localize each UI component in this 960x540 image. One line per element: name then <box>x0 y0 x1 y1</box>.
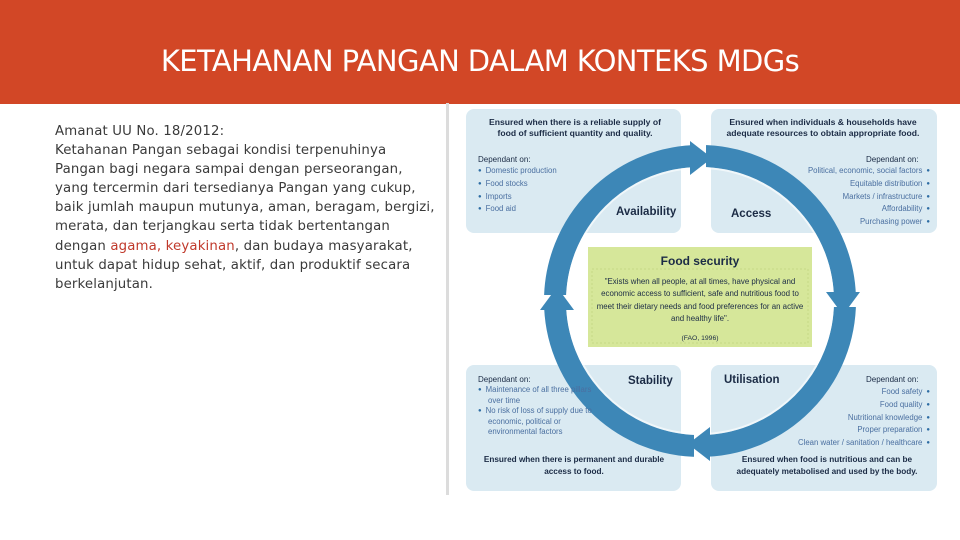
access-item: Affordability ● <box>766 203 930 216</box>
availability-item: ● Domestic production <box>478 165 557 178</box>
availability-item: ● Food stocks <box>478 178 557 191</box>
food-security-title: Food security <box>660 254 740 268</box>
utilisation-item: Food safety ● <box>746 386 930 399</box>
utilisation-item: Nutritional knowledge ● <box>746 412 930 425</box>
stability-label: Stability <box>628 375 673 387</box>
availability-dependent-label: Dependant on: <box>478 155 531 164</box>
utilisation-item: Food quality ● <box>746 399 930 412</box>
access-header: Ensured when individuals & households have adequate resources to obtain appropriate food. <box>726 117 920 138</box>
utilisation-dependent-label: Dependant on: <box>866 375 919 384</box>
access-item: Purchasing power ● <box>766 216 930 229</box>
availability-item: ● Food aid <box>478 203 557 216</box>
food-security-citation: (FAO, 1996) <box>681 335 719 342</box>
body-paragraph <box>55 141 435 294</box>
stability-item: ● Maintenance of all three pillars over time <box>478 385 598 406</box>
access-item: Markets / infrastructure ● <box>766 191 930 204</box>
access-item: Political, economic, social factors ● <box>766 165 930 178</box>
availability-label: Availability <box>616 206 677 218</box>
utilisation-footer: Ensured when food is nutritious and can be adequately metabolised and used by the body. <box>736 455 918 476</box>
stability-footer: Ensured when there is permanent and durable access to food. <box>483 455 665 476</box>
body-highlight: agama, keyakinan <box>110 238 235 254</box>
availability-item: ● Imports <box>478 191 557 204</box>
body-text <box>55 122 435 294</box>
utilisation-label: Utilisation <box>724 374 780 386</box>
body-text-part2: , dan budaya masyarakat, untuk dapat hidup sehat, aktif, dan produktif secara berkelanjutan. <box>55 238 413 292</box>
body-heading: Amanat UU No. 18/2012: <box>55 124 225 139</box>
stability-item: ● No risk of loss of supply due to economic, political or environmental factors <box>478 406 598 438</box>
access-dependent-label: Dependant on: <box>866 155 919 164</box>
utilisation-item: Clean water / sanitation / healthcare ● <box>746 437 930 450</box>
utilisation-item: Proper preparation ● <box>746 424 930 437</box>
availability-list <box>478 165 557 216</box>
stability-list <box>478 385 598 438</box>
food-security-diagram <box>446 103 954 495</box>
access-list <box>766 165 930 229</box>
availability-header: Ensured when there is a reliable supply of food of sufficient quantity and quality. <box>489 117 661 138</box>
food-security-quote: "Exists when all people, at all times, have physical and economic access to sufficient, safe and nutritious food to meet their dietary needs and food preferences for an active and healthy life". <box>596 277 804 324</box>
body-text-part1: Ketahanan Pangan sebagai kondisi terpenuhinya Pangan bagi negara sampai dengan perseorangan, yang tercermin dari tersedianya Pangan yang cukup, baik jumlah maupun mutunya, aman, beragam, bergizi, merata, dan terjangkau serta tidak bertentangan dengan <box>55 143 435 254</box>
access-label: Access <box>731 208 772 220</box>
stability-dependent-label: Dependant on: <box>478 375 531 384</box>
divider-line <box>446 103 449 495</box>
utilisation-list <box>746 386 930 450</box>
slide-title: KETAHANAN PANGAN DALAM KONTEKS MDGs <box>160 44 800 78</box>
access-item: Equitable distribution ● <box>766 178 930 191</box>
